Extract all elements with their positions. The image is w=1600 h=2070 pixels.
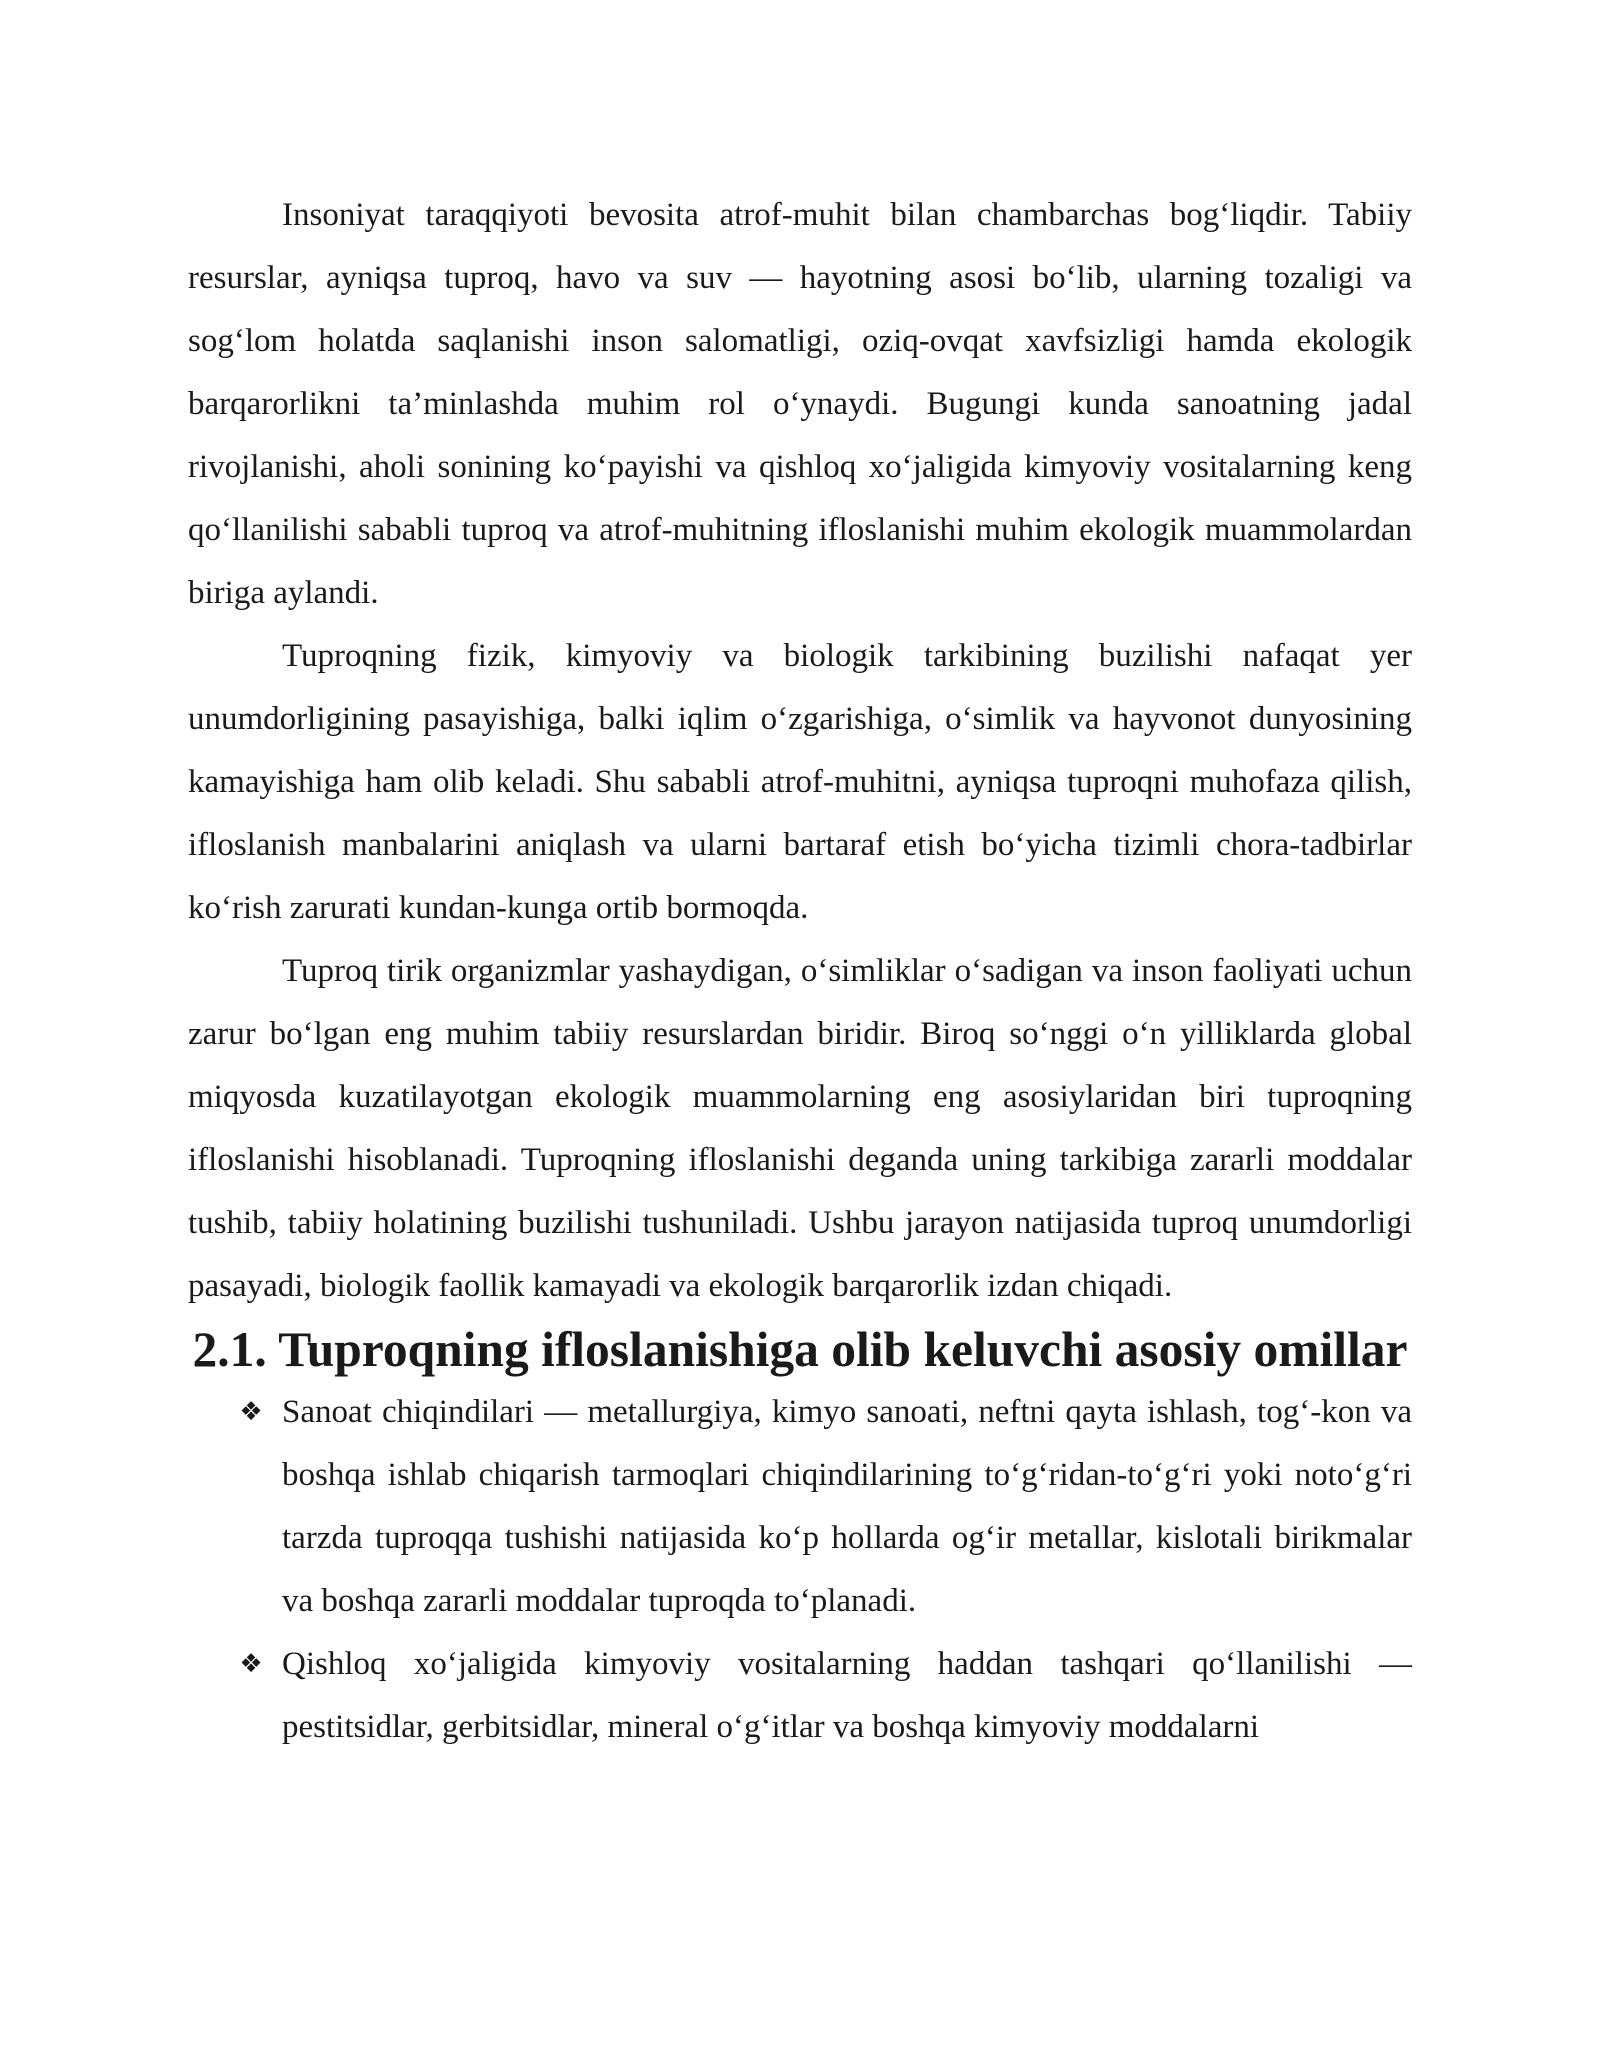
diamond-bullet-icon: ❖ bbox=[239, 1397, 263, 1427]
section-heading: 2.1. Tuproqning ifloslanishiga olib keluvchi asosiy omillar bbox=[192, 1322, 1408, 1377]
list-item bbox=[188, 1633, 1412, 1759]
paragraph-soil-degradation: Tuproqning fizik, kimyoviy va biologik tarkibining buzilishi nafaqat yer unumdorligining pasayishiga, balki iqlim o‘zgarishiga, o‘simlik va hayvonot dunyosining kamayishiga ham olib keladi. Shu sababli atrof-muhitni, ayniqsa tuproqni muhofaza qilish, ifloslanish manbalarini aniqlash va ularni bartaraf etish bo‘yicha tizimli chora-tadbirlar ko‘rish zarurati kundan-kunga ortib bormoqda. bbox=[188, 638, 1412, 926]
list-item bbox=[188, 1381, 1412, 1633]
paragraph-intro: Insoniyat taraqqiyoti bevosita atrof-muhit bilan chambarchas bog‘liqdir. Tabiiy resurslar, ayniqsa tuproq, havo va suv — hayotning asosi bo‘lib, ularning tozaligi va sog‘lom holatda saqlanishi inson salomatligi, oziq-ovqat xavfsizligi hamda ekologik barqarorlikni ta’minlashda muhim rol o‘ynaydi. Bugungi kunda sanoatning jadal rivojlanishi, aholi sonining ko‘payishi va qishloq xo‘jaligida kimyoviy vositalarning keng qo‘llanilishi sababli tuproq va atrof-muhitning ifloslanishi muhim ekologik muammolardan biriga aylandi. bbox=[188, 197, 1412, 611]
diamond-bullet-icon: ❖ bbox=[239, 1649, 263, 1679]
factor-list bbox=[188, 1381, 1412, 1759]
paragraph-soil-pollution: Tuproq tirik organizmlar yashaydigan, o‘simliklar o‘sadigan va inson faoliyati uchun zarur bo‘lgan eng muhim tabiiy resurslardan biridir. Biroq so‘nggi o‘n yilliklarda global miqyosda kuzatilayotgan ekologik muammolarning eng asosiylaridan biri tuproqning ifloslanishi hisoblanadi. Tuproqning ifloslanishi deganda uning tarkibiga zararli moddalar tushib, tabiiy holatining buzilishi tushuniladi. Ushbu jarayon natijasida tuproq unumdorligi pasayadi, biologik faollik kamayadi va ekologik barqarorlik izdan chiqadi. bbox=[188, 953, 1412, 1304]
list-item-text: Sanoat chiqindilari — metallurgiya, kimyo sanoati, neftni qayta ishlash, tog‘-kon va boshqa ishlab chiqarish tarmoqlari chiqindilarining to‘g‘ridan-to‘g‘ri yoki noto‘g‘ri tarzda tuproqqa tushishi natijasida ko‘p hollarda og‘ir metallar, kislotali birikmalar va boshqa zararli moddalar tuproqda to‘planadi. bbox=[282, 1394, 1412, 1619]
document-page bbox=[188, 184, 1412, 1759]
list-item-text: Qishloq xo‘jaligida kimyoviy vositalarning haddan tashqari qo‘llanilishi — pestitsidlar, gerbitsidlar, mineral o‘g‘itlar va boshqa kimyoviy moddalarni bbox=[282, 1646, 1412, 1745]
